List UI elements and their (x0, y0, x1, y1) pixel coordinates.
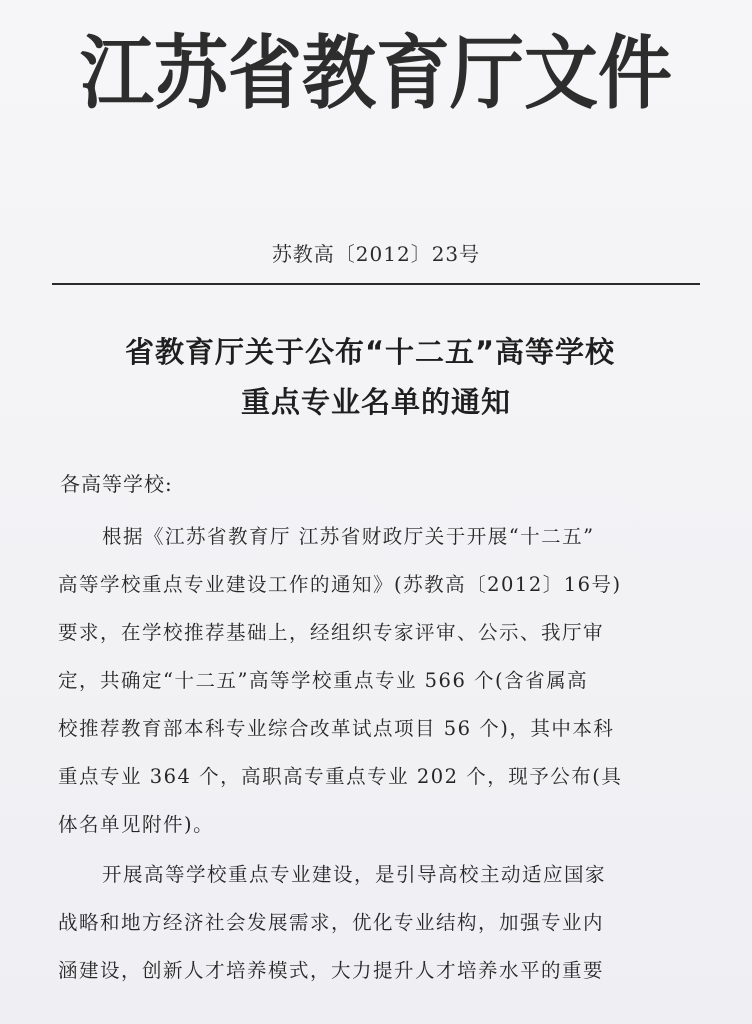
paragraph-1-line-2: 高等学校重点专业建设工作的通知》(苏教高〔2012〕16号) (58, 573, 622, 596)
notice-title-line-1: 省教育厅关于公布“十二五”高等学校 (124, 335, 616, 369)
paragraph-1-line-1: 根据《江苏省教育厅 江苏省财政厅关于开展“十二五” (102, 525, 595, 548)
document-number: 苏教高〔2012〕23号 (271, 242, 481, 266)
header-divider (52, 283, 700, 285)
paragraph-2-line-1: 开展高等学校重点专业建设，是引导高校主动适应国家 (102, 863, 607, 886)
paragraph-1-line-5: 校推荐教育部本科专业综合改革试点项目 56 个)，其中本科 (58, 717, 615, 740)
paragraph-1-line-7: 体名单见附件)。 (58, 813, 215, 836)
paragraph-1-line-6: 重点专业 364 个，高职高专重点专业 202 个，现予公布(具 (58, 765, 623, 788)
salutation: 各高等学校: (60, 472, 173, 496)
paragraph-1-line-4: 定，共确定“十二五”高等学校重点专业 566 个(含省属高 (58, 669, 589, 692)
notice-title-line-2: 重点专业名单的通知 (240, 385, 511, 419)
paragraph-2-line-2: 战略和地方经济社会发展需求，优化专业结构，加强专业内 (58, 911, 605, 934)
paragraph-2-line-3: 涵建设，创新人才培养模式，大力提升人才培养水平的重要 (58, 959, 605, 982)
masthead-title: 江苏省教育厅文件 (80, 27, 672, 121)
paragraph-1-line-3: 要求，在学校推荐基础上，经组织专家评审、公示、我厅审 (58, 621, 605, 644)
